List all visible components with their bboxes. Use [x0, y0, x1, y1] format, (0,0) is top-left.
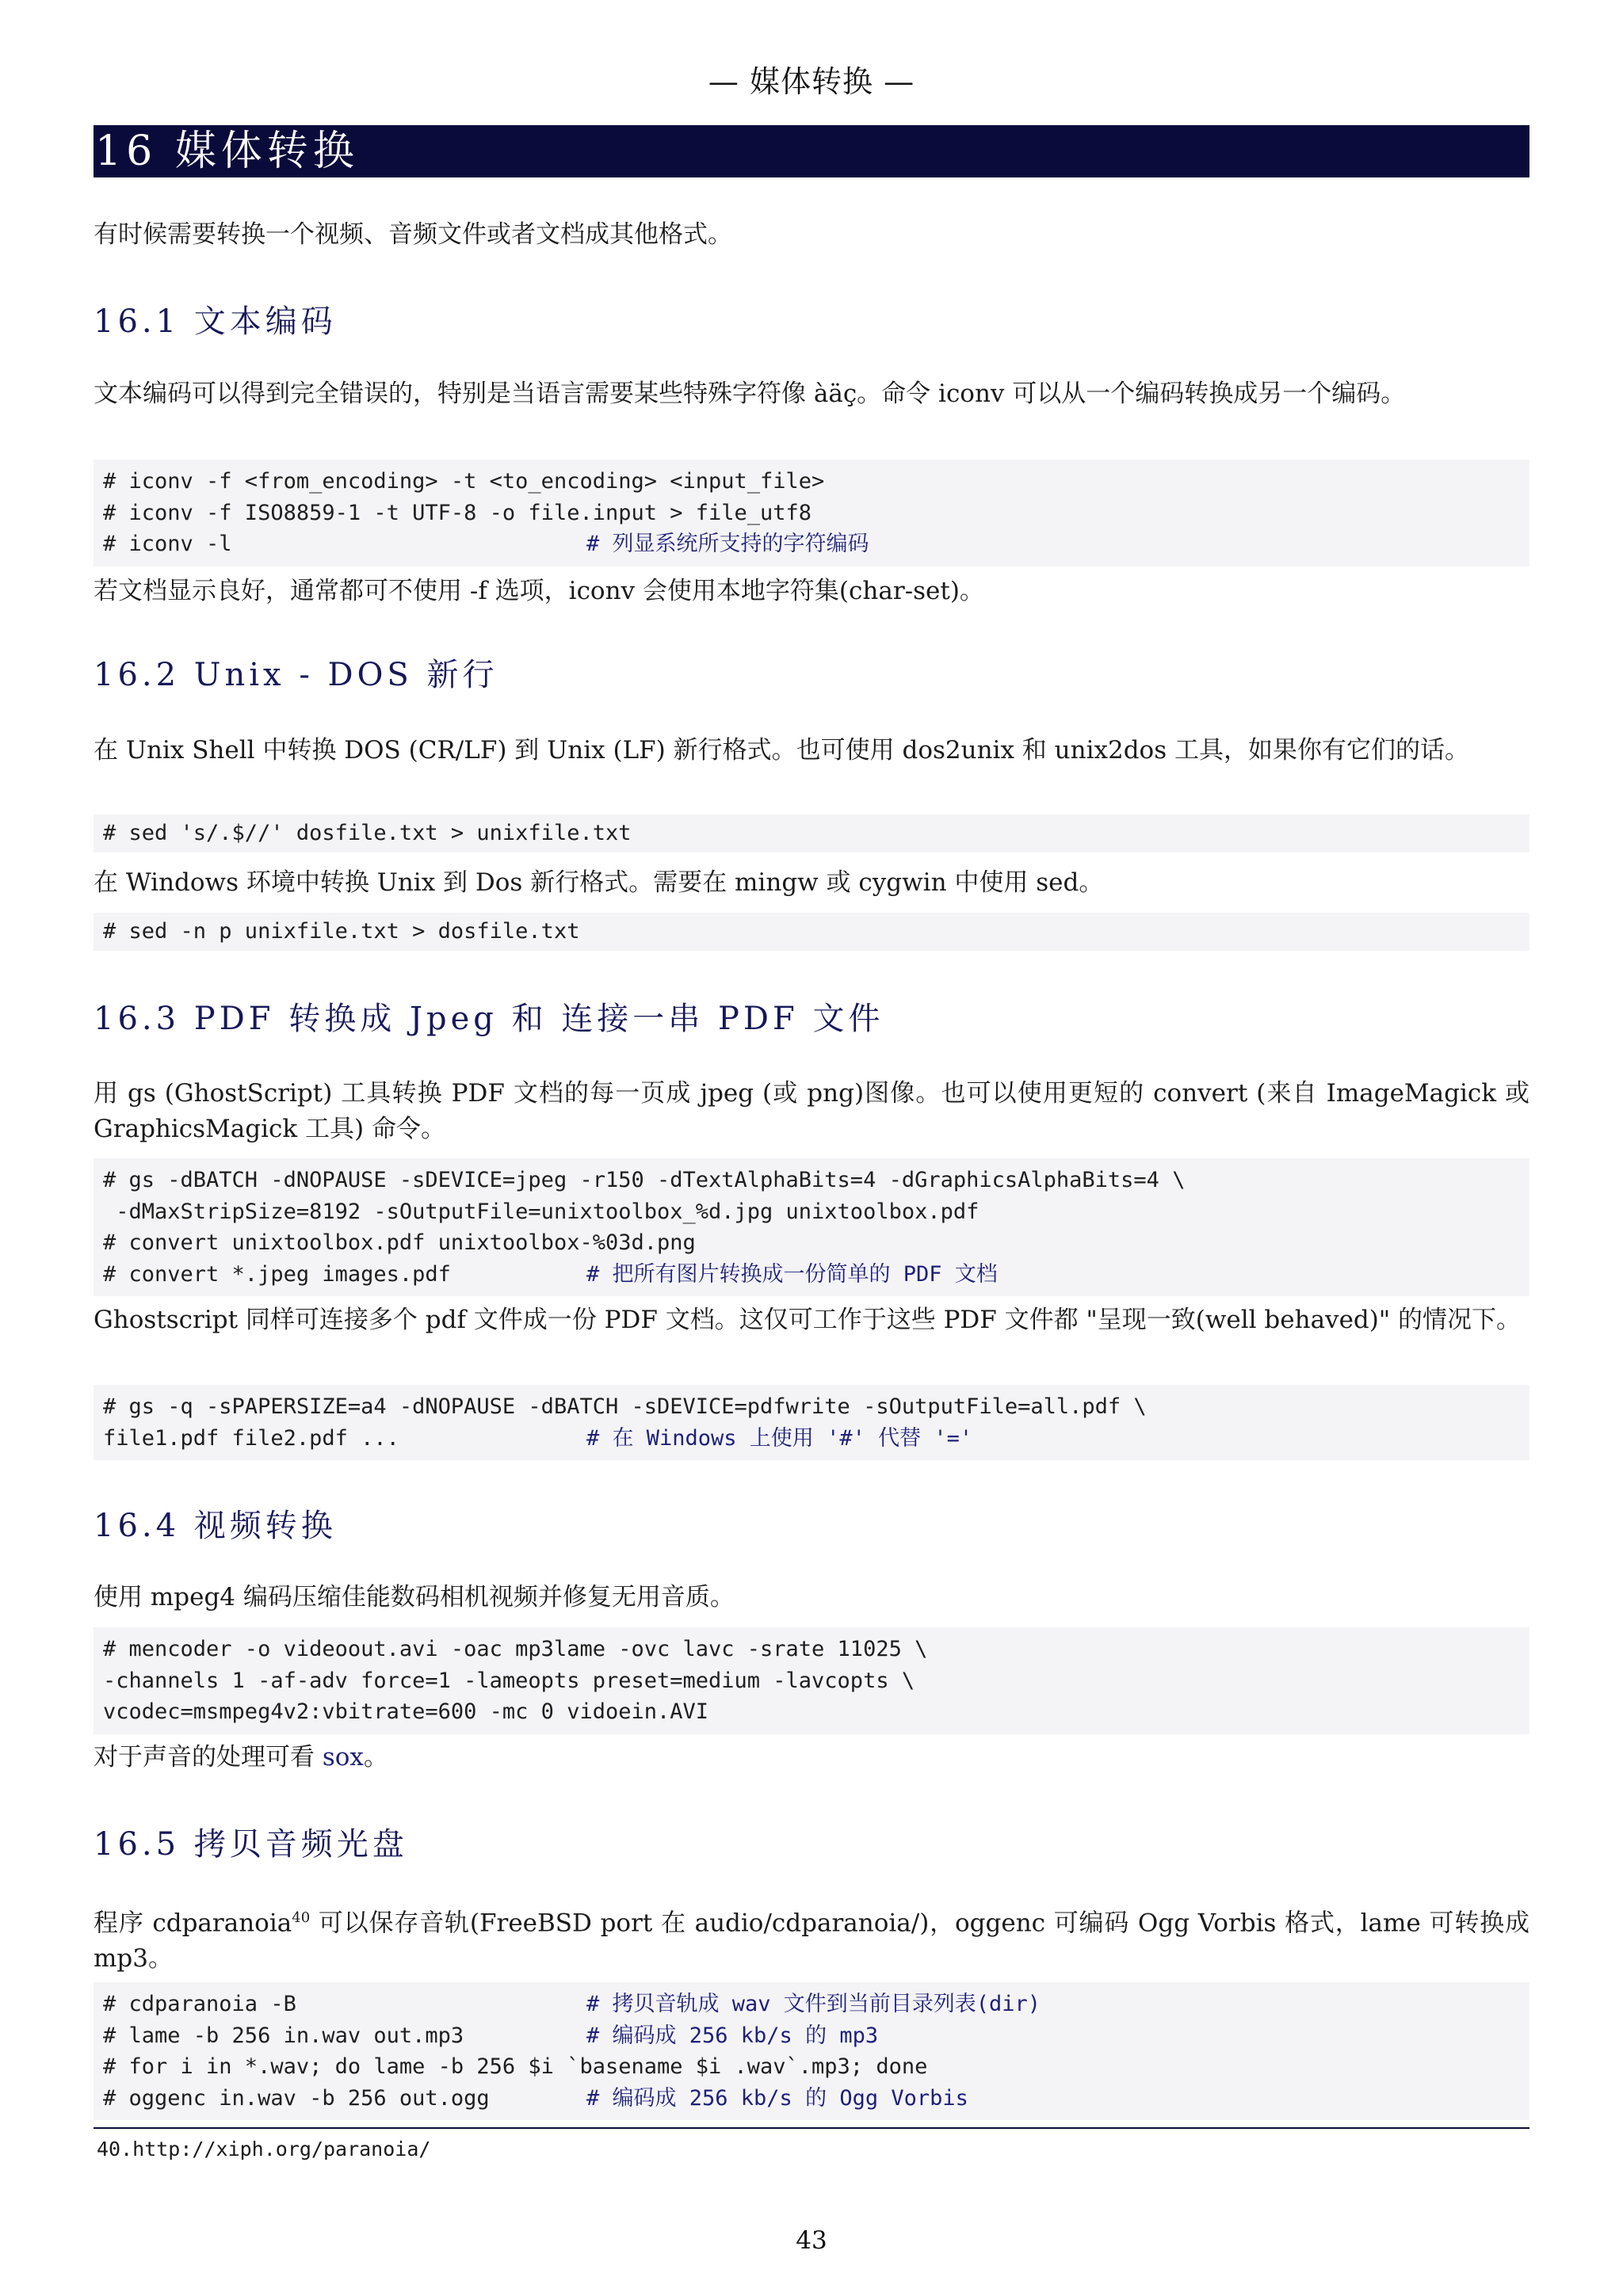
- code-comment: # 编码成 256 kb/s 的 Ogg Vorbis: [586, 2085, 968, 2111]
- code-comment: # 编码成 256 kb/s 的 mp3: [586, 2023, 879, 2048]
- section-title-unix-dos: 16.2 Unix - DOS 新行: [94, 657, 498, 693]
- sox-link[interactable]: sox: [322, 1743, 364, 1772]
- iconv-note-paragraph: 若文档显示良好，通常都可不使用 -f 选项，iconv 会使用本地字符集(char-set)。: [94, 577, 984, 605]
- code-line: # gs -dBATCH -dNOPAUSE -sDEVICE=jpeg -r150 -dTextAlphaBits=4 -dGraphicsAlphaBits=4 \: [103, 1168, 1186, 1192]
- code-line: # iconv -l # 列显系统所支持的字符编码: [103, 528, 1520, 560]
- footnote[interactable]: 40.http://xiph.org/paranoia/: [97, 2138, 431, 2161]
- text-encoding-paragraph: 文本编码可以得到完全错误的，特别是当语言需要某些特殊字符像 àäç。命令 iconv 可以从一个编码转换成另一个编码。: [94, 379, 1406, 408]
- footnote-divider: [94, 2127, 1529, 2129]
- chapter-title: 16 媒体转换: [94, 125, 1529, 177]
- code-line: # mencoder -o videoout.avi -oac mp3lame -ovc lavc -srate 11025 \: [103, 1637, 928, 1661]
- code-block-sed-unix: [94, 814, 1529, 852]
- audio-cd-paragraph: 程序 cdparanoia$^{40}$ 可以保存音轨(FreeBSD port 在 audio/cdparanoia/)，oggenc 可编码 Ogg Vorbis 格式，lame 可转换成 mp3。: [94, 1909, 1530, 1974]
- page-number: 43: [796, 2226, 827, 2255]
- windows-newline-paragraph: 在 Windows 环境中转换 Unix 到 Dos 新行格式。需要在 mingw 或 cygwin 中使用 sed。: [94, 868, 1104, 897]
- code-comment: # 把所有图片转换成一份简单的 PDF 文档: [586, 1261, 998, 1287]
- code-comment: # 拷贝音轨成 wav 文件到当前目录列表(dir): [586, 1992, 1041, 2016]
- code-comment: # 列显系统所支持的字符编码: [586, 532, 869, 556]
- code-line: # cdparanoia -B # 拷贝音轨成 wav 文件到当前目录列表(dir): [103, 1989, 1520, 2020]
- code-comment: # 在 Windows 上使用 '#' 代替 '=': [586, 1425, 973, 1451]
- code-line: # convert *.jpeg images.pdf # 把所有图片转换成一份简单的 PDF 文档: [103, 1259, 1520, 1291]
- running-head: — 媒体转换 —: [708, 64, 915, 99]
- code-block-sed-dos: [94, 913, 1529, 951]
- code-block-gs-pdfwrite: [94, 1385, 1529, 1460]
- code-line: # iconv -f ISO8859-1 -t UTF-8 -o file.input > file_utf8: [103, 500, 812, 525]
- code-line: file1.pdf file2.pdf ... # 在 Windows 上使用 '#' 代替 '=': [103, 1423, 1520, 1455]
- video-paragraph: 使用 mpeg4 编码压缩佳能数码相机视频并修复无用音质。: [94, 1583, 735, 1611]
- code-line: -channels 1 -af-adv force=1 -lameopts preset=medium -lavcopts \: [103, 1668, 915, 1693]
- code-line: # sed 's/.$//' dosfile.txt > unixfile.txt: [103, 821, 632, 845]
- code-block-cdparanoia: [94, 1982, 1529, 2120]
- code-line: # iconv -f <from_encoding> -t <to_encoding> <input_file>: [103, 469, 825, 494]
- code-block-iconv: [94, 460, 1529, 566]
- code-line: -dMaxStripSize=8192 -sOutputFile=unixtoolbox_%d.jpg unixtoolbox.pdf: [103, 1199, 980, 1224]
- pdf-jpeg-paragraph: 用 gs (GhostScript) 工具转换 PDF 文档的每一页成 jpeg (或 png)图像。也可以使用更短的 convert (来自 ImageMagick 或 GraphicsMagick 工具) 命令。: [94, 1079, 1529, 1143]
- code-block-gs-convert: [94, 1158, 1529, 1296]
- section-title-audio-cd: 16.5 拷贝音频光盘: [94, 1826, 408, 1863]
- unix-dos-paragraph: 在 Unix Shell 中转换 DOS (CR/LF) 到 Unix (LF) 新行格式。也可使用 dos2unix 和 unix2dos 工具，如果你有它们的话。: [94, 736, 1469, 765]
- footnote-ref[interactable]: 40: [292, 1909, 311, 1926]
- section-title-text-encoding: 16.1 文本编码: [94, 303, 337, 340]
- code-line: vcodec=msmpeg4v2:vbitrate=600 -mc 0 vidoein.AVI: [103, 1699, 709, 1724]
- section-title-pdf-jpeg: 16.3 PDF 转换成 Jpeg 和 连接一串 PDF 文件: [94, 1001, 884, 1037]
- ghostscript-concat-paragraph: Ghostscript 同样可连接多个 pdf 文件成一份 PDF 文档。这仅可工作于这些 PDF 文件都 "呈现一致(well behaved)" 的情况下。: [94, 1306, 1521, 1334]
- code-line: # lame -b 256 in.wav out.mp3 # 编码成 256 kb/s 的 mp3: [103, 2020, 1520, 2052]
- section-title-video: 16.4 视频转换: [94, 1508, 337, 1544]
- intro-paragraph: 有时候需要转换一个视频、音频文件或者文档成其他格式。: [94, 220, 732, 249]
- code-line: # oggenc in.wav -b 256 out.ogg # 编码成 256 kb/s 的 Ogg Vorbis: [103, 2083, 1520, 2115]
- code-line: # convert unixtoolbox.pdf unixtoolbox-%03d.png: [103, 1230, 696, 1255]
- code-line: # for i in *.wav; do lame -b 256 $i `basename $i .wav`.mp3; done: [103, 2054, 928, 2079]
- code-block-mencoder: [94, 1627, 1529, 1734]
- code-line: # sed -n p unixfile.txt > dosfile.txt: [103, 919, 580, 944]
- code-line: # gs -q -sPAPERSIZE=a4 -dNOPAUSE -dBATCH -sDEVICE=pdfwrite -sOutputFile=all.pdf \: [103, 1394, 1147, 1419]
- sox-paragraph: 对于声音的处理可看 sox。: [94, 1743, 388, 1772]
